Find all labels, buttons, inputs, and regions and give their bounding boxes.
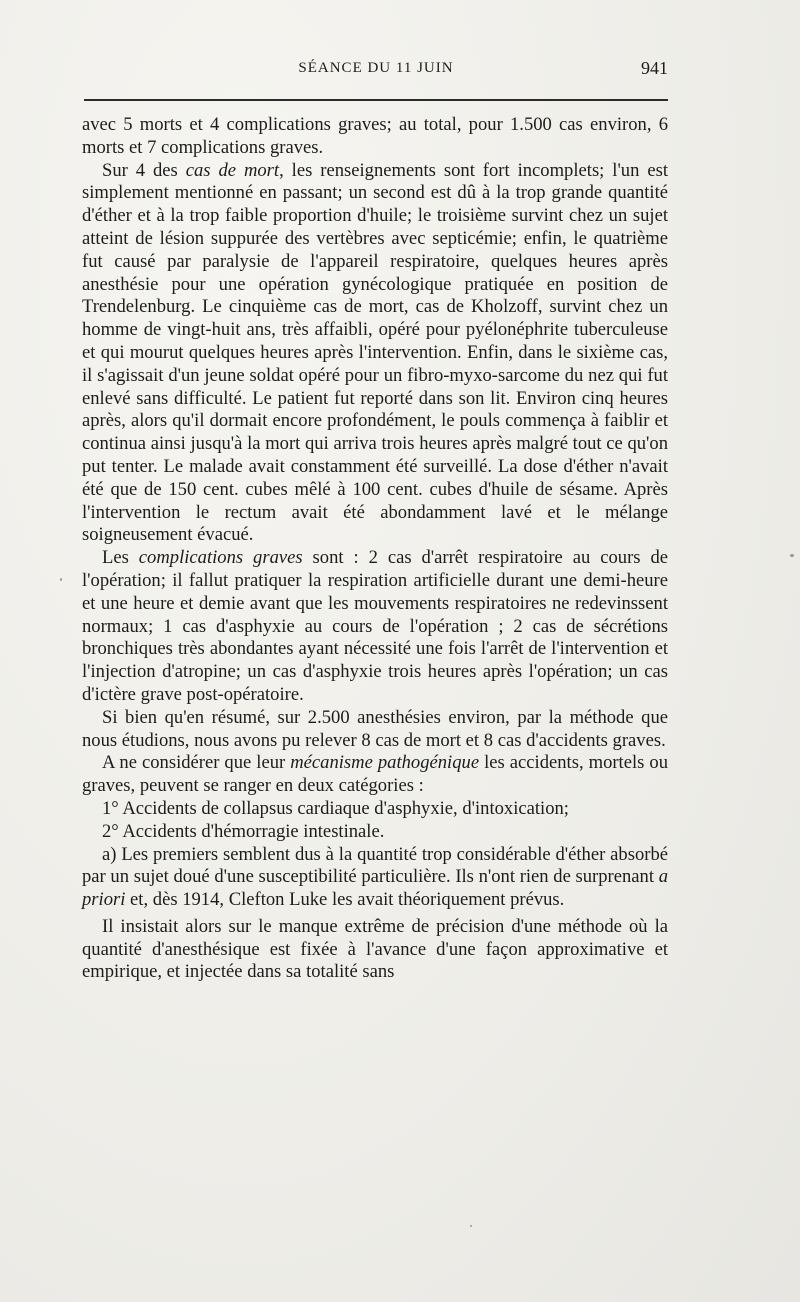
- paragraph-3-start: Les: [102, 547, 139, 569]
- paragraph-1: avec 5 morts et 4 complications graves; au total, pour 1.500 cas environ, 6 morts et 7 complications graves.: [82, 114, 668, 158]
- running-head: [84, 60, 668, 84]
- paragraph-2-start: Sur 4 des: [102, 159, 186, 181]
- paragraph-3: [82, 547, 668, 707]
- paragraph-3-emphasis: complications graves: [138, 547, 303, 569]
- paper-speck: [470, 1225, 472, 1227]
- body-text: [82, 114, 668, 984]
- paragraph-2-emphasis: cas de mort: [185, 159, 280, 181]
- paragraph-8: [82, 844, 668, 912]
- paper-speck: [60, 578, 62, 581]
- paragraph-8-start: a) Les premiers semblent dus à la quantité trop considérable d'éther absorbé par un sujet doué d'une susceptibilité particulière. Ils n'ont rien de surprenant: [82, 843, 668, 888]
- page-number: 941: [641, 58, 668, 78]
- paragraph-2-rest: , les renseignements sont fort incomplets; l'un est simplement mentionné en passant; un second est dû à la trop grande quantité d'éther et à la trop faible proportion d'huile; le troisième survint chez un sujet atteint de lésion suppurée des vertèbres avec septicémie; enfin, le quatrième fut causé par paralysie de l'appareil respiratoire, quelques heures après anesthésie pour une opération gynécologique pratiquée en position de Trendelenburg. Le cinquième cas de mort, cas de Kholzoff, survint chez un homme de vingt-huit ans, très affaibli, opéré pour pyélonéphrite tuberculeuse et qui mourut quelques heures après l'intervention. Enfin, dans le sixième cas, il s'agissait d'un jeune soldat opéré pour un fibro-myxo-sarcome du nez qui fut enlevé sans difficulté. Le patient fut reporté dans son lit. Environ cinq heures après, alors qu'il dormait encore profondément, le pouls commença à faiblir et continua ainsi jusqu'à la mort qui arriva trois heures après malgré tout ce qu'on put tenter. Le malade avait constamment été surveillé. La dose d'éther n'avait été que de 150 cent. cubes mêlé à 100 cent. cubes d'huile de sésame. Après l'intervention le rectum avait été abondamment lavé et le mélange soigneusement évacué.: [82, 159, 668, 546]
- paragraph-8-emphasis: a priori: [82, 866, 668, 911]
- list-item-1: 1° Accidents de collapsus cardiaque d'asphyxie, d'intoxication;: [102, 797, 569, 819]
- paragraph-3-rest: sont : 2 cas d'arrêt respiratoire au cours de l'opération; il fallut pratiquer la respiration artificielle durant une demi-heure et une heure et demie avant que les mouvements respiratoires ne redevinssent normaux; 1 cas d'asphyxie au cours de l'opération ; 2 cas de sécrétions bronchiques très abondantes ayant nécessité une fois l'arrêt de l'intervention et l'injection d'atropine; un cas d'asphyxie trois heures après l'opération; un cas d'ictère grave post-opératoire.: [82, 547, 668, 705]
- paper-speck: [790, 554, 794, 557]
- paragraph-5-rest: les accidents, mortels ou graves, peuvent se ranger en deux catégories :: [82, 752, 668, 797]
- paragraph-4: Si bien qu'en résumé, sur 2.500 anesthésies environ, par la méthode que nous étudions, nous avons pu relever 8 cas de mort et 8 cas d'accidents graves.: [82, 706, 668, 751]
- paragraph-8-rest: et, dès 1914, Clefton Luke les avait théoriquement prévus.: [125, 889, 565, 911]
- paragraph-5-start: A ne considérer que leur: [102, 752, 291, 774]
- paragraph-2: [82, 160, 668, 548]
- list-item-2: 2° Accidents d'hémorragie intestinale.: [102, 820, 385, 842]
- running-title: SÉANCE DU 11 JUIN: [298, 60, 454, 76]
- paragraph-9: Il insistait alors sur le manque extrême de précision d'une méthode où la quantité d'anesthésique est fixée à l'avance d'une façon approximative et empirique, et injectée dans sa totalité sans: [82, 915, 668, 983]
- paragraph-5-emphasis: mécanisme pathogénique: [290, 752, 480, 774]
- header-rule: [84, 99, 668, 101]
- paragraph-5: [82, 752, 668, 798]
